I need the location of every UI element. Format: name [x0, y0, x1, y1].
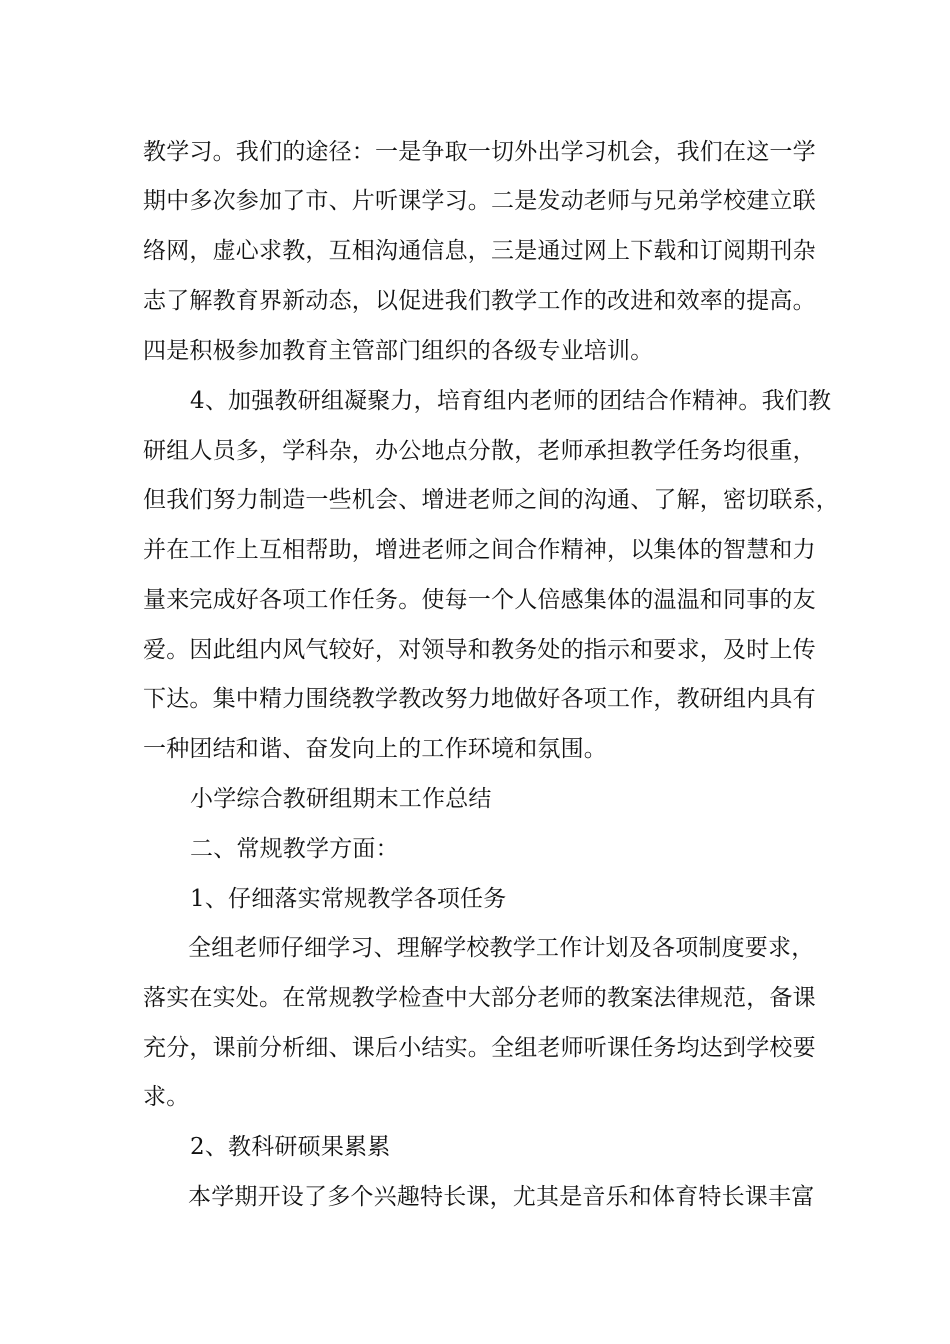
- text-line: 求。: [143, 1084, 190, 1110]
- subsection-heading: 2、教科研硕果累累: [190, 1134, 391, 1160]
- text-line: 研组人员多，学科杂，办公地点分散，老师承担教学任务均很重，: [143, 438, 816, 464]
- text-line: 络网，虚心求教，互相沟通信息，三是通过网上下载和订阅期刊杂: [143, 238, 816, 264]
- text-line: 本学期开设了多个兴趣特长课，尤其是音乐和体育特长课丰富: [188, 1184, 815, 1210]
- section-heading: 二、常规教学方面：: [190, 836, 399, 862]
- text-line: 一种团结和谐、奋发向上的工作环境和氛围。: [143, 736, 607, 762]
- text-line: 并在工作上互相帮助，增进老师之间合作精神，以集体的智慧和力: [143, 537, 816, 563]
- paragraph-heading-4: 4、加强教研组凝聚力，培育组内老师的团结合作精神。我们教: [190, 388, 832, 414]
- text-line: 志了解教育界新动态，以促进我们教学工作的改进和效率的提高。: [143, 288, 816, 314]
- text-line: 教学习。我们的途径：一是争取一切外出学习机会，我们在这一学: [143, 139, 816, 165]
- text-line: 落实在实处。在常规教学检查中大部分老师的教案法律规范，备课: [143, 985, 816, 1011]
- text-line: 量来完成好各项工作任务。使每一个人倍感集体的温温和同事的友: [143, 587, 816, 613]
- text-line: 爱。因此组内风气较好，对领导和教务处的指示和要求，及时上传: [143, 637, 816, 663]
- text-line: 下达。集中精力围绕教学教改努力地做好各项工作，教研组内具有: [143, 686, 816, 712]
- text-line: 期中多次参加了市、片听课学习。二是发动老师与兄弟学校建立联: [143, 188, 816, 214]
- text-line: 充分，课前分析细、课后小结实。全组老师听课任务均达到学校要: [143, 1035, 816, 1061]
- subsection-heading: 1、仔细落实常规教学各项任务: [190, 886, 507, 912]
- text-line: 全组老师仔细学习、理解学校教学工作计划及各项制度要求，: [188, 935, 815, 961]
- text-line: 四是积极参加教育主管部门组织的各级专业培训。: [143, 338, 654, 364]
- text-line: 但我们努力制造一些机会、增进老师之间的沟通、了解，密切联系，: [143, 487, 839, 513]
- section-title: 小学综合教研组期末工作总结: [190, 786, 492, 812]
